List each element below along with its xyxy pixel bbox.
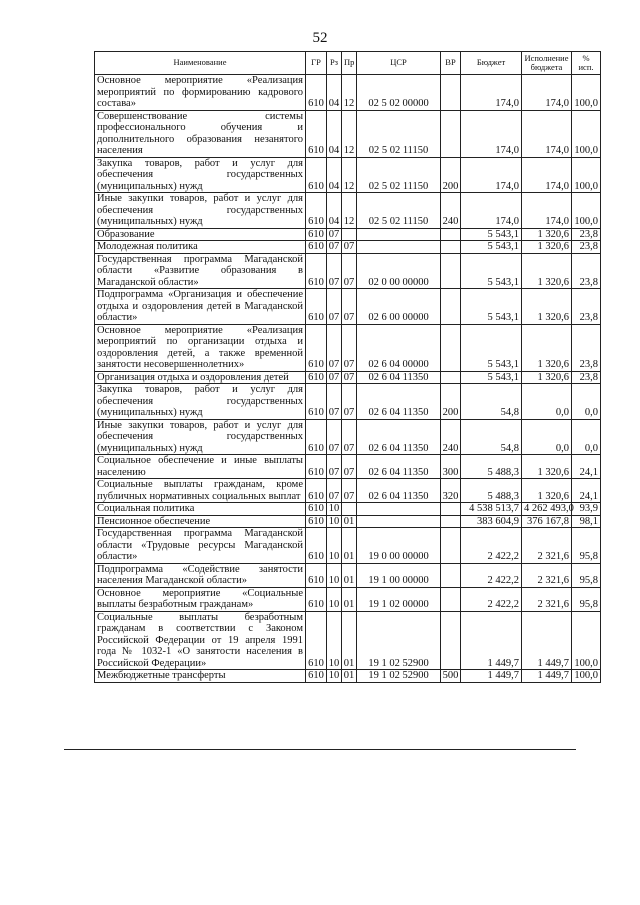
row-gr-cell: 610 [306, 503, 327, 516]
row-vr-cell [441, 324, 461, 371]
row-execution-cell: 1 320,6 [522, 289, 572, 325]
row-gr-cell: 610 [306, 528, 327, 564]
table-row [95, 157, 601, 193]
row-csr-cell: 02 6 04 11350 [357, 384, 441, 420]
header-percent: % исп. [572, 52, 601, 75]
row-percent-cell: 93,9 [572, 503, 601, 516]
row-csr-cell: 19 1 00 00000 [357, 563, 441, 587]
row-gr-cell: 610 [306, 611, 327, 670]
row-pr-cell: 01 [342, 587, 357, 611]
header-execution: Исполнение бюджета [522, 52, 572, 75]
row-execution-cell: 2 321,6 [522, 563, 572, 587]
table-row [95, 587, 601, 611]
budget-execution-table [94, 51, 601, 683]
row-name-cell: Иные закупки товаров, работ и услуг для обеспечения государственных (муниципальных) нужд [95, 193, 306, 229]
row-pr-cell: 01 [342, 515, 357, 528]
row-execution-cell: 1 320,6 [522, 479, 572, 503]
row-execution-cell: 0,0 [522, 419, 572, 455]
row-pr-cell: 12 [342, 193, 357, 229]
row-name-cell: Основное мероприятие «Реализация мероприятий по организации отдыха и оздоровления детей, а также временной занятости несовершеннолетних» [95, 324, 306, 371]
row-percent-cell: 100,0 [572, 75, 601, 111]
row-csr-cell: 02 5 02 11150 [357, 193, 441, 229]
row-pr-cell: 07 [342, 289, 357, 325]
row-percent-cell: 98,1 [572, 515, 601, 528]
row-vr-cell [441, 75, 461, 111]
row-budget-cell: 54,8 [461, 419, 522, 455]
row-csr-cell: 02 5 02 00000 [357, 75, 441, 111]
row-rz-cell: 10 [327, 515, 342, 528]
row-vr-cell [441, 503, 461, 516]
row-name-cell: Подпрограмма «Содействие занятости населения Магаданской области» [95, 563, 306, 587]
row-execution-cell: 1 449,7 [522, 670, 572, 683]
table-row [95, 193, 601, 229]
row-name-cell: Иные закупки товаров, работ и услуг для обеспечения государственных (муниципальных) нужд [95, 419, 306, 455]
row-execution-cell: 1 449,7 [522, 611, 572, 670]
row-execution-cell: 376 167,8 [522, 515, 572, 528]
row-budget-cell: 2 422,2 [461, 528, 522, 564]
row-vr-cell [441, 228, 461, 241]
row-pr-cell: 07 [342, 419, 357, 455]
row-vr-cell [441, 253, 461, 289]
row-budget-cell: 5 543,1 [461, 253, 522, 289]
table-row [95, 515, 601, 528]
row-name-cell: Подпрограмма «Организация и обеспечение отдыха и оздоровления детей в Магаданской области» [95, 289, 306, 325]
row-csr-cell: 19 1 02 00000 [357, 587, 441, 611]
row-csr-cell: 02 5 02 11150 [357, 157, 441, 193]
row-budget-cell: 174,0 [461, 75, 522, 111]
table-row [95, 324, 601, 371]
row-rz-cell: 10 [327, 587, 342, 611]
row-percent-cell: 100,0 [572, 157, 601, 193]
table-row [95, 455, 601, 479]
row-gr-cell: 610 [306, 587, 327, 611]
table-row [95, 563, 601, 587]
row-name-cell: Закупка товаров, работ и услуг для обеспечения государственных (муниципальных) нужд [95, 384, 306, 420]
row-vr-cell: 240 [441, 419, 461, 455]
row-csr-cell: 19 1 02 52900 [357, 611, 441, 670]
row-name-cell: Социальные выплаты гражданам, кроме публичных нормативных социальных выплат [95, 479, 306, 503]
row-gr-cell: 610 [306, 75, 327, 111]
row-percent-cell: 23,8 [572, 289, 601, 325]
row-vr-cell [441, 289, 461, 325]
row-gr-cell: 610 [306, 670, 327, 683]
row-percent-cell: 23,8 [572, 228, 601, 241]
row-gr-cell: 610 [306, 384, 327, 420]
row-gr-cell: 610 [306, 241, 327, 254]
row-rz-cell: 07 [327, 253, 342, 289]
page-divider-line [64, 749, 576, 750]
row-percent-cell: 95,8 [572, 587, 601, 611]
table-row [95, 670, 601, 683]
row-execution-cell: 1 320,6 [522, 241, 572, 254]
row-name-cell: Организация отдыха и оздоровления детей [95, 371, 306, 384]
row-csr-cell: 02 6 04 11350 [357, 479, 441, 503]
row-name-cell: Социальные выплаты безработным гражданам в соответствии с Законом Российской Федерации от 19 апреля 1991 года № 1032-1 «О занятости населения в Российской Федерации» [95, 611, 306, 670]
row-name-cell: Основное мероприятие «Реализация мероприятий по формированию кадрового состава» [95, 75, 306, 111]
row-name-cell: Образование [95, 228, 306, 241]
row-vr-cell [441, 110, 461, 157]
row-budget-cell: 1 449,7 [461, 670, 522, 683]
row-gr-cell: 610 [306, 563, 327, 587]
header-vr: ВР [441, 52, 461, 75]
row-csr-cell [357, 503, 441, 516]
row-percent-cell: 100,0 [572, 110, 601, 157]
row-csr-cell: 02 6 04 11350 [357, 455, 441, 479]
table-row [95, 371, 601, 384]
row-percent-cell: 24,1 [572, 455, 601, 479]
row-csr-cell: 02 0 00 00000 [357, 253, 441, 289]
row-rz-cell: 07 [327, 241, 342, 254]
row-execution-cell: 2 321,6 [522, 587, 572, 611]
row-execution-cell: 1 320,6 [522, 228, 572, 241]
row-rz-cell: 10 [327, 528, 342, 564]
row-name-cell: Совершенствование системы профессионального обучения и дополнительного образования незанятого населения [95, 110, 306, 157]
table-row [95, 228, 601, 241]
row-csr-cell [357, 228, 441, 241]
header-csr: ЦСР [357, 52, 441, 75]
row-gr-cell: 610 [306, 479, 327, 503]
row-csr-cell: 02 6 04 11350 [357, 371, 441, 384]
row-vr-cell: 240 [441, 193, 461, 229]
row-csr-cell: 19 1 02 52900 [357, 670, 441, 683]
row-pr-cell: 01 [342, 563, 357, 587]
table-row [95, 611, 601, 670]
row-csr-cell: 19 0 00 00000 [357, 528, 441, 564]
row-percent-cell: 0,0 [572, 419, 601, 455]
row-gr-cell: 610 [306, 253, 327, 289]
row-vr-cell [441, 528, 461, 564]
row-execution-cell: 1 320,6 [522, 455, 572, 479]
row-budget-cell: 2 422,2 [461, 587, 522, 611]
row-execution-cell: 174,0 [522, 75, 572, 111]
row-rz-cell: 04 [327, 75, 342, 111]
row-percent-cell: 23,8 [572, 371, 601, 384]
row-name-cell: Межбюджетные трансферты [95, 670, 306, 683]
row-execution-cell: 174,0 [522, 157, 572, 193]
row-csr-cell [357, 515, 441, 528]
row-pr-cell: 07 [342, 241, 357, 254]
row-pr-cell: 12 [342, 110, 357, 157]
row-rz-cell: 07 [327, 419, 342, 455]
row-rz-cell: 10 [327, 503, 342, 516]
row-vr-cell: 200 [441, 384, 461, 420]
row-percent-cell: 100,0 [572, 193, 601, 229]
row-budget-cell: 5 543,1 [461, 289, 522, 325]
page-number: 52 [312, 30, 328, 46]
table-header-row [95, 52, 601, 75]
row-gr-cell: 610 [306, 110, 327, 157]
row-budget-cell: 383 604,9 [461, 515, 522, 528]
row-budget-cell: 1 449,7 [461, 611, 522, 670]
row-pr-cell: 01 [342, 611, 357, 670]
row-name-cell: Государственная программа Магаданской области «Трудовые ресурсы Магаданской области» [95, 528, 306, 564]
row-percent-cell: 100,0 [572, 670, 601, 683]
row-pr-cell: 07 [342, 455, 357, 479]
row-pr-cell: 12 [342, 75, 357, 111]
row-name-cell: Пенсионное обеспечение [95, 515, 306, 528]
row-rz-cell: 07 [327, 289, 342, 325]
row-csr-cell [357, 241, 441, 254]
table-row [95, 110, 601, 157]
row-rz-cell: 07 [327, 455, 342, 479]
row-pr-cell: 07 [342, 479, 357, 503]
row-budget-cell: 54,8 [461, 384, 522, 420]
row-budget-cell: 5 488,3 [461, 455, 522, 479]
row-execution-cell: 2 321,6 [522, 528, 572, 564]
row-budget-cell: 174,0 [461, 110, 522, 157]
row-name-cell: Основное мероприятие «Социальные выплаты безработным гражданам» [95, 587, 306, 611]
row-percent-cell: 95,8 [572, 563, 601, 587]
row-gr-cell: 610 [306, 455, 327, 479]
row-gr-cell: 610 [306, 371, 327, 384]
row-rz-cell: 07 [327, 371, 342, 384]
header-gr: ГР [306, 52, 327, 75]
header-budget: Бюджет [461, 52, 522, 75]
row-pr-cell: 01 [342, 670, 357, 683]
row-csr-cell: 02 6 04 00000 [357, 324, 441, 371]
row-vr-cell [441, 587, 461, 611]
row-budget-cell: 4 538 513,7 [461, 503, 522, 516]
row-name-cell: Государственная программа Магаданской области «Развитие образования в Магаданской области» [95, 253, 306, 289]
row-percent-cell: 24,1 [572, 479, 601, 503]
row-percent-cell: 0,0 [572, 384, 601, 420]
row-vr-cell [441, 515, 461, 528]
row-rz-cell: 07 [327, 479, 342, 503]
row-percent-cell: 100,0 [572, 611, 601, 670]
row-vr-cell [441, 241, 461, 254]
row-gr-cell: 610 [306, 289, 327, 325]
row-csr-cell: 02 6 00 00000 [357, 289, 441, 325]
row-percent-cell: 23,8 [572, 324, 601, 371]
row-budget-cell: 5 488,3 [461, 479, 522, 503]
row-gr-cell: 610 [306, 515, 327, 528]
row-pr-cell: 12 [342, 157, 357, 193]
row-execution-cell: 174,0 [522, 193, 572, 229]
row-rz-cell: 07 [327, 384, 342, 420]
row-vr-cell: 200 [441, 157, 461, 193]
row-rz-cell: 10 [327, 563, 342, 587]
row-rz-cell: 04 [327, 193, 342, 229]
table-row [95, 75, 601, 111]
row-gr-cell: 610 [306, 193, 327, 229]
row-rz-cell: 10 [327, 670, 342, 683]
row-rz-cell: 04 [327, 157, 342, 193]
row-name-cell: Социальная политика [95, 503, 306, 516]
row-vr-cell: 320 [441, 479, 461, 503]
row-percent-cell: 23,8 [572, 253, 601, 289]
table-row [95, 419, 601, 455]
table-row [95, 503, 601, 516]
row-gr-cell: 610 [306, 157, 327, 193]
row-pr-cell: 07 [342, 253, 357, 289]
row-execution-cell: 174,0 [522, 110, 572, 157]
row-percent-cell: 95,8 [572, 528, 601, 564]
row-rz-cell: 10 [327, 611, 342, 670]
row-vr-cell [441, 371, 461, 384]
row-percent-cell: 23,8 [572, 241, 601, 254]
header-name: Наименование [95, 52, 306, 75]
row-budget-cell: 174,0 [461, 193, 522, 229]
table-row [95, 241, 601, 254]
row-gr-cell: 610 [306, 419, 327, 455]
row-vr-cell: 500 [441, 670, 461, 683]
row-gr-cell: 610 [306, 228, 327, 241]
row-budget-cell: 5 543,1 [461, 228, 522, 241]
header-pr: Пр [342, 52, 357, 75]
row-execution-cell: 1 320,6 [522, 324, 572, 371]
row-execution-cell: 1 320,6 [522, 253, 572, 289]
row-pr-cell [342, 503, 357, 516]
row-csr-cell: 02 5 02 11150 [357, 110, 441, 157]
row-budget-cell: 2 422,2 [461, 563, 522, 587]
row-budget-cell: 5 543,1 [461, 241, 522, 254]
row-rz-cell: 04 [327, 110, 342, 157]
row-name-cell: Закупка товаров, работ и услуг для обеспечения государственных (муниципальных) нужд [95, 157, 306, 193]
table-row [95, 384, 601, 420]
row-pr-cell: 07 [342, 384, 357, 420]
row-pr-cell: 01 [342, 528, 357, 564]
row-rz-cell: 07 [327, 228, 342, 241]
row-gr-cell: 610 [306, 324, 327, 371]
row-rz-cell: 07 [327, 324, 342, 371]
header-rz: Рз [327, 52, 342, 75]
table-body [95, 75, 601, 683]
row-execution-cell: 1 320,6 [522, 371, 572, 384]
row-budget-cell: 5 543,1 [461, 324, 522, 371]
row-budget-cell: 5 543,1 [461, 371, 522, 384]
table-row [95, 289, 601, 325]
row-name-cell: Социальное обеспечение и иные выплаты населению [95, 455, 306, 479]
table-row [95, 479, 601, 503]
row-csr-cell: 02 6 04 11350 [357, 419, 441, 455]
row-vr-cell: 300 [441, 455, 461, 479]
row-pr-cell [342, 228, 357, 241]
row-pr-cell: 07 [342, 324, 357, 371]
row-execution-cell: 0,0 [522, 384, 572, 420]
row-budget-cell: 174,0 [461, 157, 522, 193]
row-name-cell: Молодежная политика [95, 241, 306, 254]
table-row [95, 528, 601, 564]
row-vr-cell [441, 611, 461, 670]
row-pr-cell: 07 [342, 371, 357, 384]
table-row [95, 253, 601, 289]
row-execution-cell: 4 262 493,0 [522, 503, 572, 516]
row-vr-cell [441, 563, 461, 587]
